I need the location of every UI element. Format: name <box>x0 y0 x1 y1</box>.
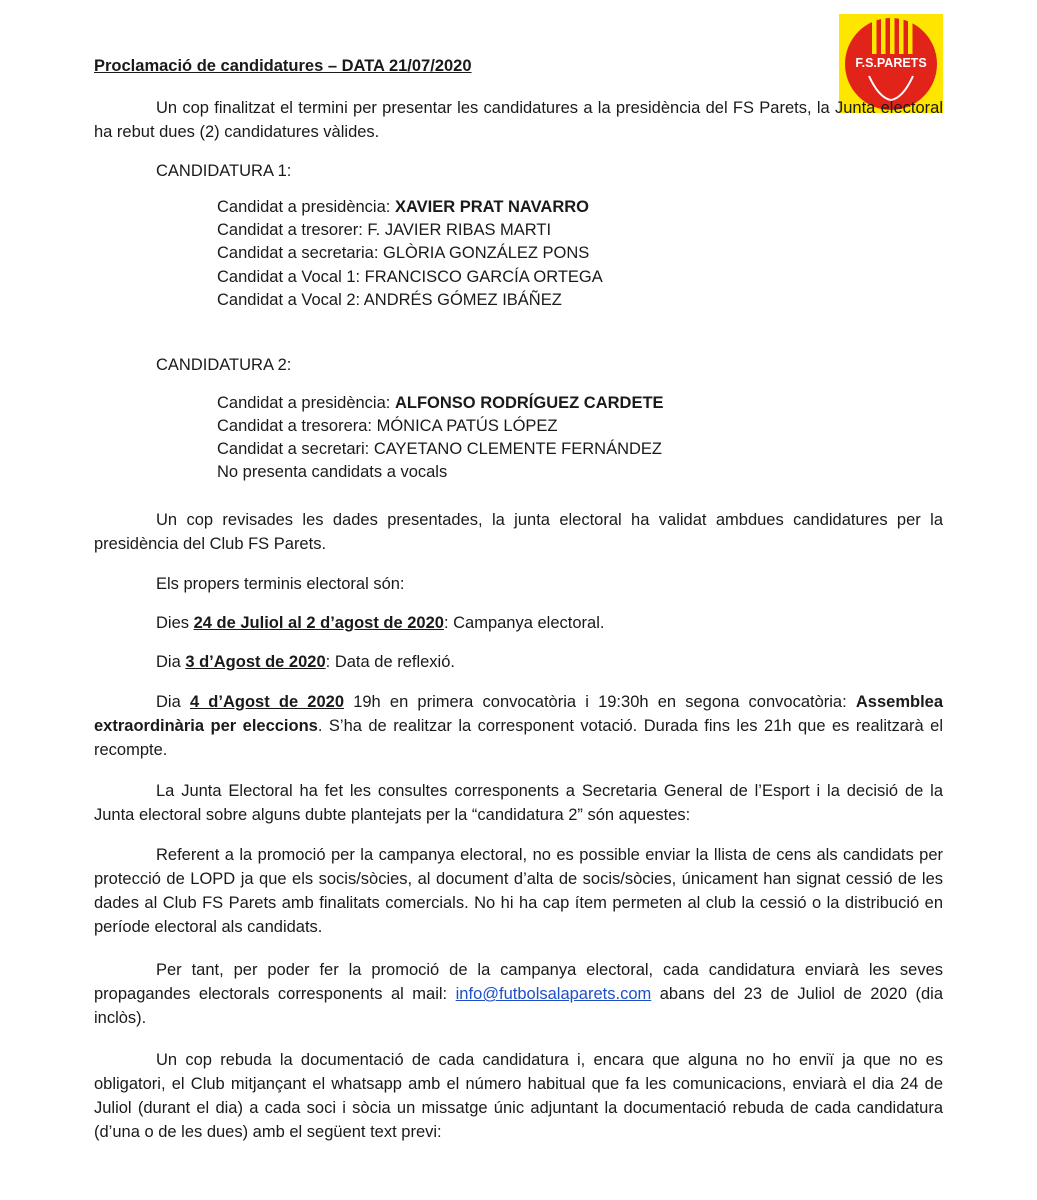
candidatura-1-line: Candidat a secretaria: GLÒRIA GONZÁLEZ PONS <box>217 244 590 262</box>
email-link[interactable]: info@futbolsalaparets.com <box>455 985 652 1003</box>
candidatura-2-president <box>217 392 664 416</box>
president-name: XAVIER PRAT NAVARRO <box>394 198 589 216</box>
candidatura-1-heading: CANDIDATURA 1: <box>156 162 292 180</box>
candidatura-2-line: No presenta candidats a vocals <box>217 463 448 481</box>
term-reflection <box>156 650 455 674</box>
intro-paragraph: Un cop finalitzat el termini per presentar les candidatures a la presidència del FS Parets, la Junta electoral ha rebut dues (2) candidatures vàlides. <box>94 99 943 141</box>
term-prefix: Dia <box>156 653 186 671</box>
term-date: 24 de Juliol al 2 d’agost de 2020 <box>193 614 444 632</box>
candidatura-1-line: Candidat a Vocal 1: FRANCISCO GARCÍA ORTEGA <box>217 268 603 286</box>
term-assembly-bold: Assemblea extraordinària per eleccions <box>94 693 944 735</box>
pertant-text: Per tant, per poder fer la promoció de la campanya electoral, cada candidatura enviarà les seves propagandes electorals corresponents al mail: <box>94 961 943 1003</box>
term-mid: 19h en primera convocatòria i 19:30h en segona convocatòria: <box>344 693 856 711</box>
president-label: Candidat a presidència: <box>217 198 395 216</box>
term-description: . S’ha de realitzar la corresponent votació. Durada fins les 21h que es realitzarà el recompte. <box>94 717 943 759</box>
term-prefix: Dies <box>156 614 194 632</box>
candidatura-1-line: Candidat a tresorer: F. JAVIER RIBAS MARTI <box>217 221 552 239</box>
term-date: 3 d’Agost de 2020 <box>185 653 326 671</box>
candidatura-1-line: Candidat a Vocal 2: ANDRÉS GÓMEZ IBÁÑEZ <box>217 291 562 309</box>
junta-paragraph: La Junta Electoral ha fet les consultes corresponents a Secretaria General de l’Esport i la decisió de la Junta electoral sobre alguns dubte plantejats per la “candidatura 2” són aquestes: <box>94 782 943 824</box>
term-campaign <box>156 611 604 635</box>
page-title: Proclamació de candidatures – DATA 21/07/2020 <box>94 57 472 75</box>
candidatura-1-president <box>217 196 589 220</box>
terms-heading: Els propers terminis electoral són: <box>156 575 405 593</box>
term-date: 4 d’Agost de 2020 <box>189 693 345 711</box>
term-description: : Data de reflexió. <box>325 653 455 671</box>
candidatura-2-line: Candidat a tresorera: MÓNICA PATÚS LÓPEZ <box>217 417 558 435</box>
president-label: Candidat a presidència: <box>217 394 395 412</box>
rebuda-paragraph: Un cop rebuda la documentació de cada candidatura i, encara que alguna no ho enviï ja que no es obligatori, el Club mitjançant el whatsapp amb el número habitual que fa les comunicacions, enviarà el dia 24 de Juliol (durant el dia) a cada soci i sòcia un missatge únic adjuntant la documentació rebuda de cada candidatura (d’una o de les dues) amb el següent text previ: <box>94 1051 943 1141</box>
validation-paragraph: Un cop revisades les dades presentades, la junta electoral ha validat ambdues candidatures per la presidència del Club FS Parets. <box>94 511 943 553</box>
term-assembly <box>94 690 943 762</box>
pertant-text-end: abans del 23 de Juliol de 2020 (dia inclòs). <box>94 985 944 1027</box>
candidatura-2-heading: CANDIDATURA 2: <box>156 356 292 374</box>
pertant-paragraph <box>94 958 943 1030</box>
president-name: ALFONSO RODRÍGUEZ CARDETE <box>394 394 664 412</box>
referent-paragraph: Referent a la promoció per la campanya electoral, no es possible enviar la llista de cens als candidats per protecció de LOPD ja que els socis/sòcies, al document d’alta de socis/sòcies, únicament han signat cessió de les dades al Club FS Parets amb finalitats comercials. No hi ha cap ítem permeten al club la cessió o la distribució en període electoral als candidats. <box>94 846 943 936</box>
term-description: : Campanya electoral. <box>443 614 605 632</box>
term-prefix: Dia <box>156 693 190 711</box>
candidatura-2-line: Candidat a secretari: CAYETANO CLEMENTE FERNÁNDEZ <box>217 440 663 458</box>
logo-text: F.S.PARETS <box>855 56 927 70</box>
